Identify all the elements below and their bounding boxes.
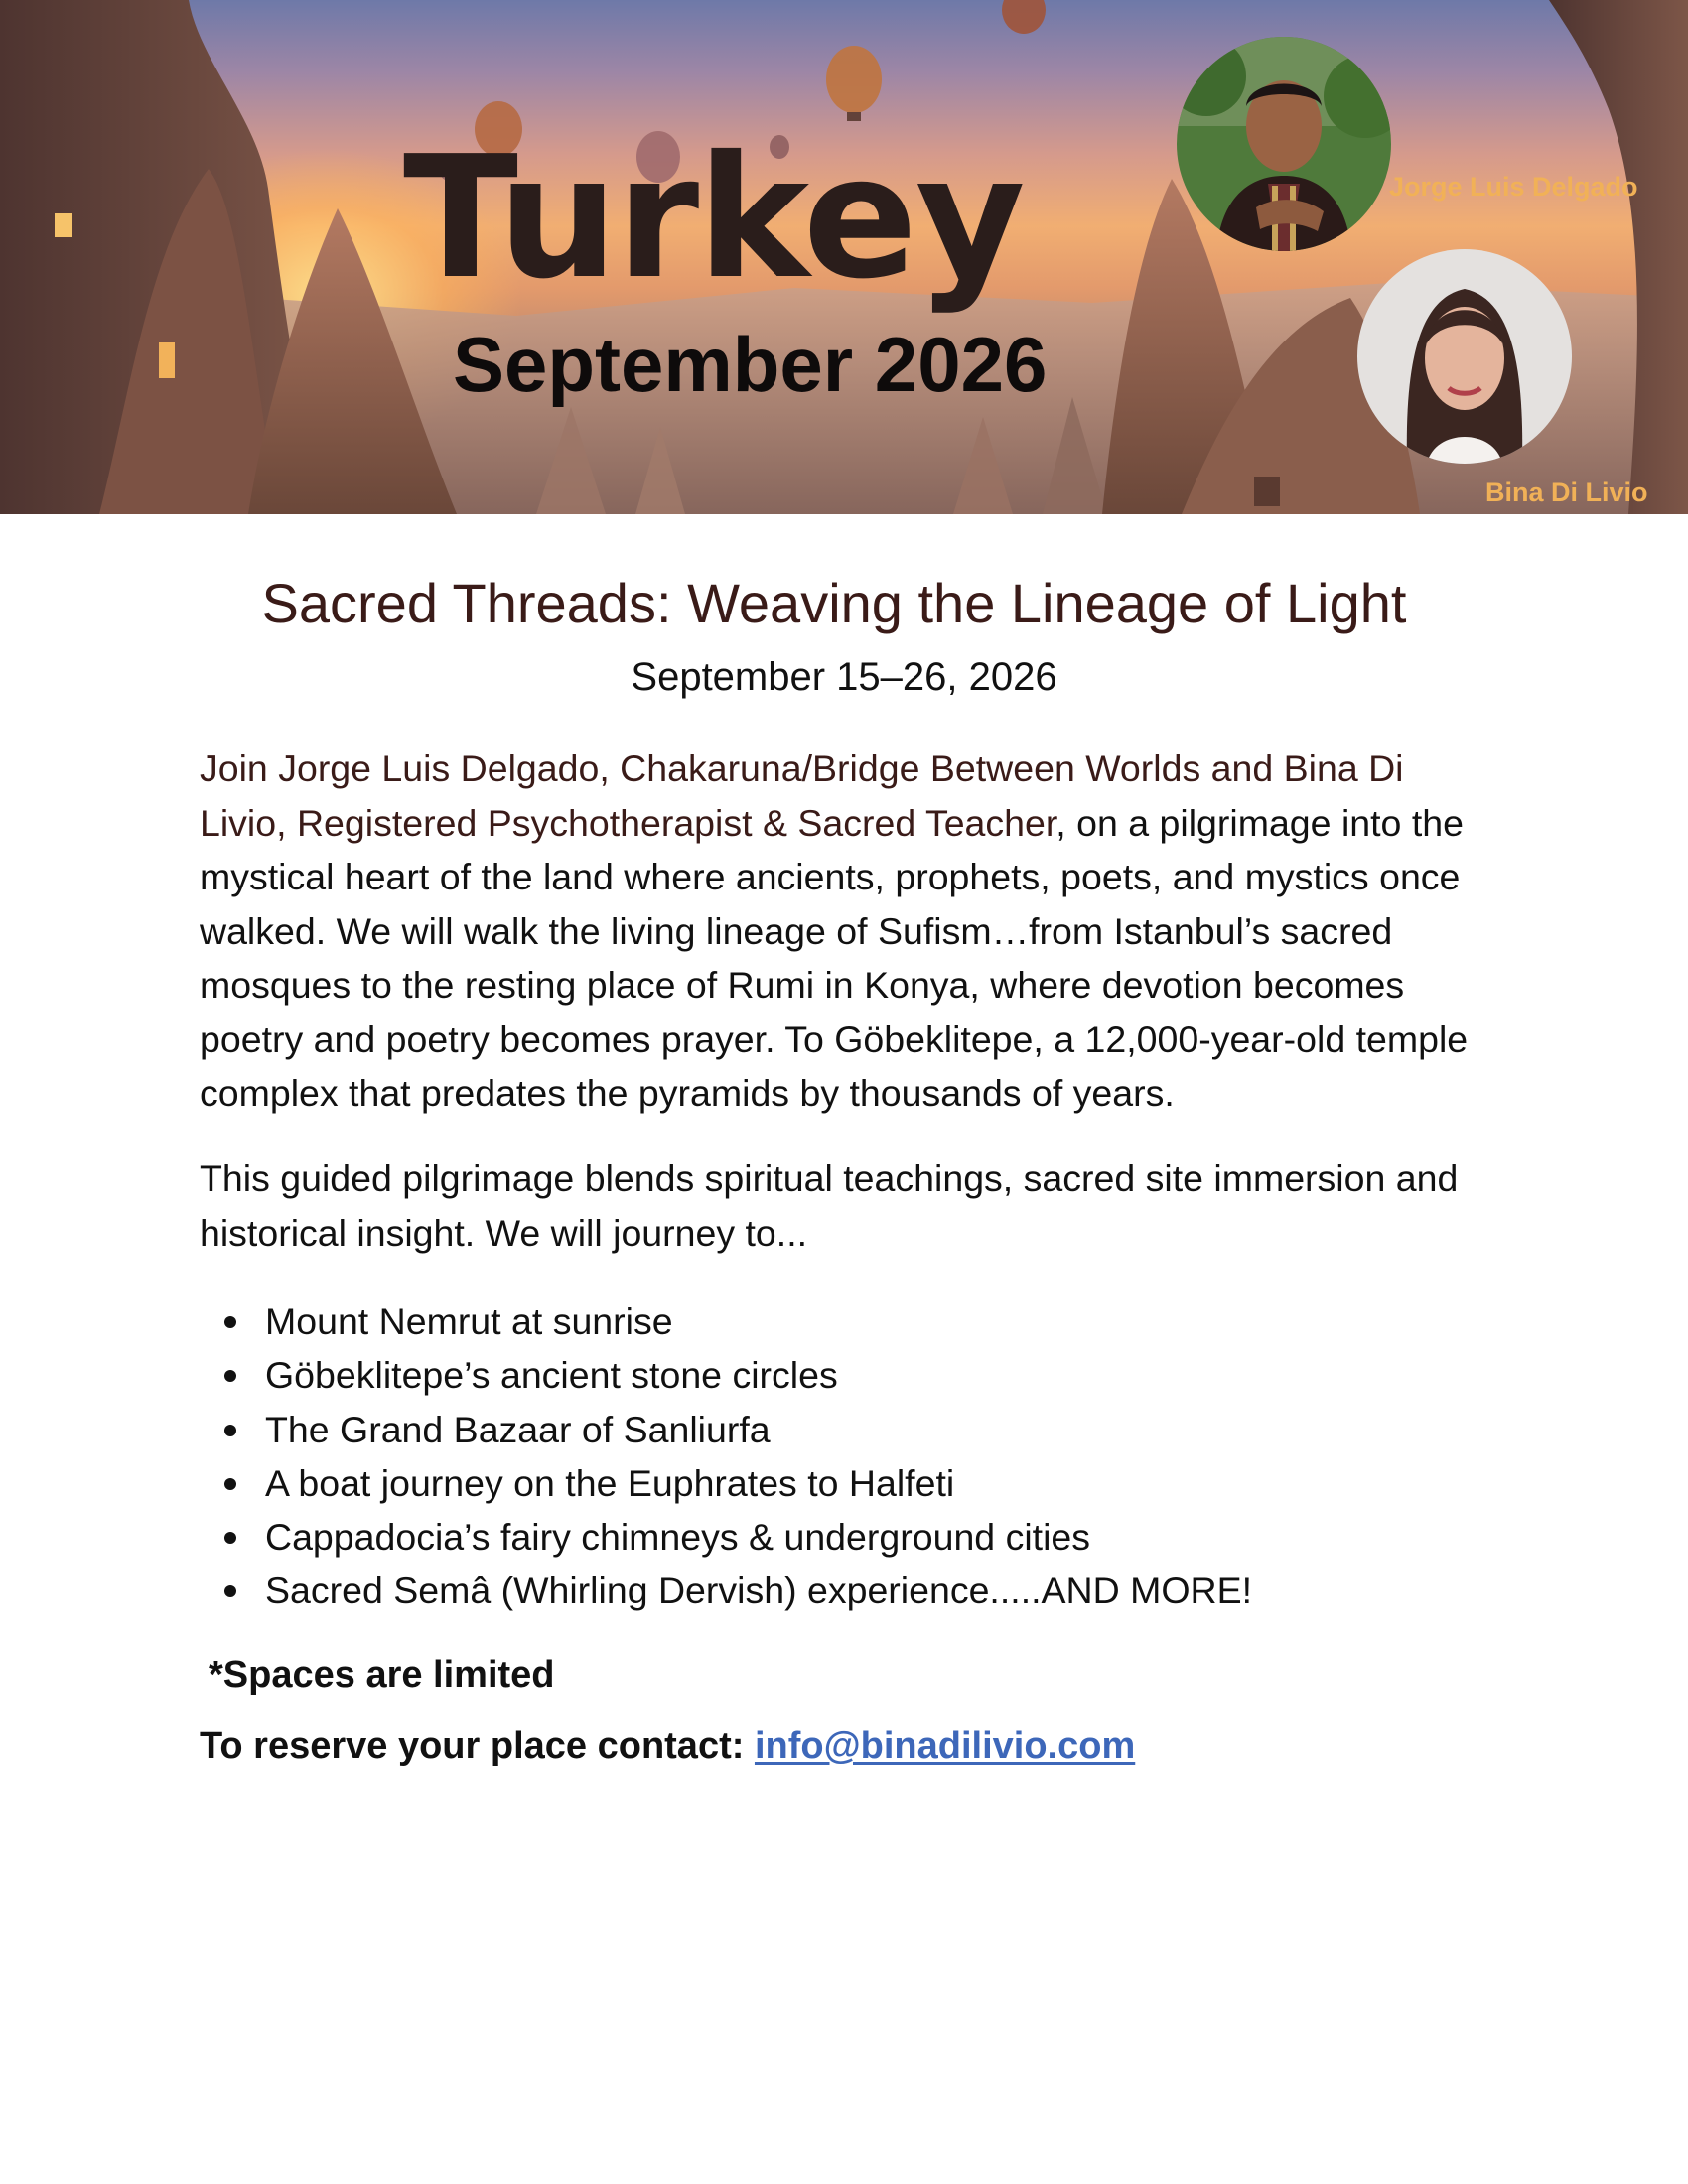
list-item-label: A boat journey on the Euphrates to Halfeti: [265, 1461, 955, 1504]
list-item: [200, 1564, 1490, 1617]
intro-highlight: Join Jorge Luis Delgado, Chakaruna/Bridge Between Worlds and Bina Di Livio, Registered Psychotherapist & Sacred Teacher: [200, 748, 1404, 844]
bullet-icon: [224, 1478, 236, 1490]
list-item: [200, 1295, 1490, 1348]
banner-date: September 2026: [453, 321, 1048, 408]
list-item: [200, 1456, 1490, 1510]
list-item-label: Sacred Semâ (Whirling Dervish) experience.....AND MORE!: [265, 1570, 1253, 1612]
event-title: Sacred Threads: Weaving the Lineage of Light: [261, 572, 1407, 634]
jorge-caption: Jorge Luis Delgado: [1389, 172, 1638, 202]
list-item-label: The Grand Bazaar of Sanliurfa: [265, 1408, 771, 1450]
email-link[interactable]: info@binadilivio.com: [754, 1725, 1136, 1767]
list-item-label: Cappadocia’s fairy chimneys & underground cities: [265, 1516, 1091, 1559]
journey-paragraph: This guided pilgrimage blends spiritual teachings, sacred site immersion and historical insight. We will journey to...: [200, 1158, 1459, 1254]
bullet-icon: [224, 1532, 236, 1544]
bullet-icon: [224, 1585, 236, 1597]
bullet-icon: [224, 1316, 236, 1328]
spaces-limited-note: *Spaces are limited: [209, 1654, 555, 1696]
bullet-icon: [224, 1370, 236, 1382]
bina-portrait: [1357, 249, 1572, 464]
destination-list: [200, 1295, 1490, 1618]
intro-paragraph: [200, 742, 1490, 1121]
contact-label: To reserve your place contact:: [200, 1725, 755, 1767]
jorge-portrait: [1177, 37, 1391, 251]
list-item: [200, 1403, 1490, 1456]
event-dates: September 15–26, 2026: [631, 655, 1057, 699]
list-item-label: Göbeklitepe’s ancient stone circles: [265, 1354, 838, 1397]
list-item: [200, 1348, 1490, 1402]
banner-title: Turkey: [403, 120, 1024, 317]
header-banner: [0, 0, 1688, 514]
bullet-icon: [224, 1425, 236, 1436]
bina-caption: Bina Di Livio: [1485, 478, 1648, 507]
intro-text: , on a pilgrimage into the mystical heart of the land where ancients, prophets, poets, and mystics once walked. We will walk the living lineage of Sufism…from Istanbul’s sacred mosques to the resting place of Rumi in Konya, where devotion becomes poetry and poetry becomes prayer. To Göbeklitepe, a 12,000-year-old temple complex that predates the pyramids by thousands of years.: [200, 801, 1469, 1114]
list-item-label: Mount Nemrut at sunrise: [265, 1300, 673, 1342]
list-item: [200, 1510, 1490, 1564]
contact-line: [200, 1719, 1135, 1773]
